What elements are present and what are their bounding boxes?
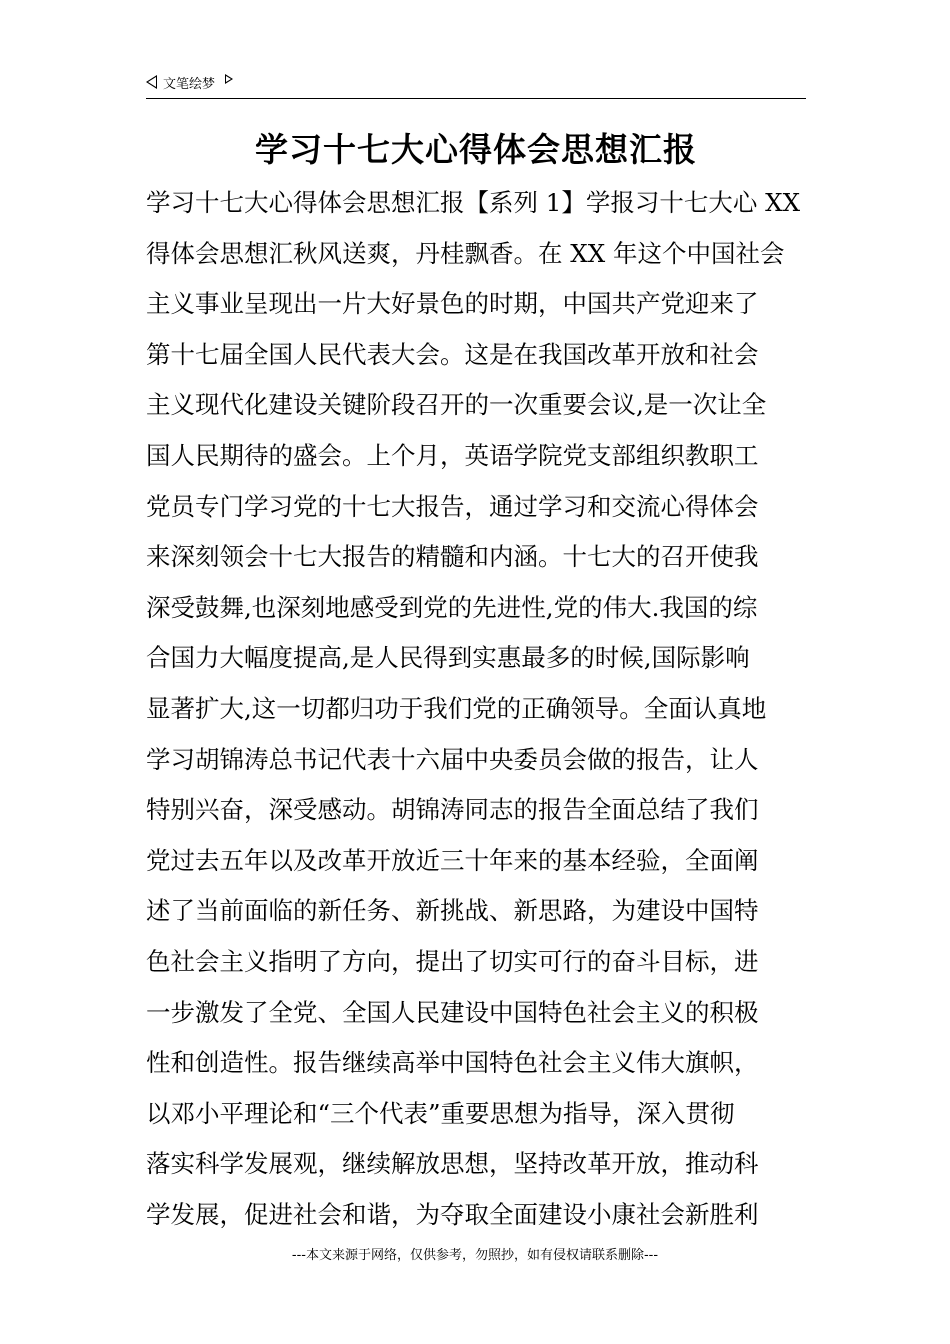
body-line: 主义事业呈现出一片大好景色的时期，中国共产党迎来了 bbox=[146, 289, 759, 319]
body-line: 色社会主义指明了方向，提出了切实可行的奋斗目标，进 bbox=[146, 946, 759, 976]
page-footer-notice: ---本文来源于网络，仅供参考，勿照抄，如有侵权请联系删除--- bbox=[291, 1248, 659, 1263]
body-line: 来深刻领会十七大报告的精髓和内涵。十七大的召开使我 bbox=[146, 542, 759, 572]
body-line: 性和创造性。报告继续高举中国特色社会主义伟大旗帜， bbox=[146, 1048, 759, 1078]
document-title: 学习十七大心得体会思想汇报 bbox=[255, 130, 697, 169]
header-label: 文笔绘梦 bbox=[163, 76, 216, 92]
header-divider bbox=[146, 98, 806, 99]
body-line: 一步激发了全党、全国人民建设中国特色社会主义的积极 bbox=[146, 997, 759, 1027]
document-body bbox=[146, 178, 808, 1240]
body-line: 落实科学发展观，继续解放思想，坚持改革开放，推动科 bbox=[146, 1149, 759, 1179]
body-line: 第十七届全国人民代表大会。这是在我国改革开放和社会 bbox=[146, 339, 759, 369]
body-line: 主义现代化建设关键阶段召开的一次重要会议,是一次让全 bbox=[146, 390, 767, 420]
body-line: 以邓小平理论和“三个代表”重要思想为指导，深入贯彻 bbox=[146, 1098, 735, 1128]
body-line: 学习胡锦涛总书记代表十六届中央委员会做的报告，让人 bbox=[146, 744, 759, 774]
triangle-right-icon bbox=[225, 74, 233, 84]
body-line: 党员专门学习党的十七大报告，通过学习和交流心得体会 bbox=[146, 491, 759, 521]
body-line: 得体会思想汇秋风送爽，丹桂飘香。在 XX 年这个中国社会 bbox=[146, 238, 785, 268]
triangle-left-icon bbox=[146, 75, 157, 89]
body-line: 国人民期待的盛会。上个月，英语学院党支部组织教职工 bbox=[146, 440, 759, 470]
body-line: 党过去五年以及改革开放近三十年来的基本经验，全面阐 bbox=[146, 845, 759, 875]
body-line: 显著扩大,这一切都归功于我们党的正确领导。全面认真地 bbox=[146, 693, 767, 723]
body-line: 述了当前面临的新任务、新挑战、新思路，为建设中国特 bbox=[146, 896, 759, 926]
body-line: 合国力大幅度提高,是人民得到实惠最多的时候,国际影响 bbox=[146, 643, 750, 673]
body-line: 深受鼓舞,也深刻地感受到党的先进性,党的伟大.我国的综 bbox=[146, 592, 758, 622]
body-line: 学习十七大心得体会思想汇报【系列 1】学报习十七大心 XX bbox=[146, 188, 801, 217]
page-header bbox=[146, 70, 233, 94]
body-line: 特别兴奋，深受感动。胡锦涛同志的报告全面总结了我们 bbox=[146, 795, 759, 825]
body-line: 学发展，促进社会和谐，为夺取全面建设小康社会新胜利 bbox=[146, 1199, 759, 1229]
